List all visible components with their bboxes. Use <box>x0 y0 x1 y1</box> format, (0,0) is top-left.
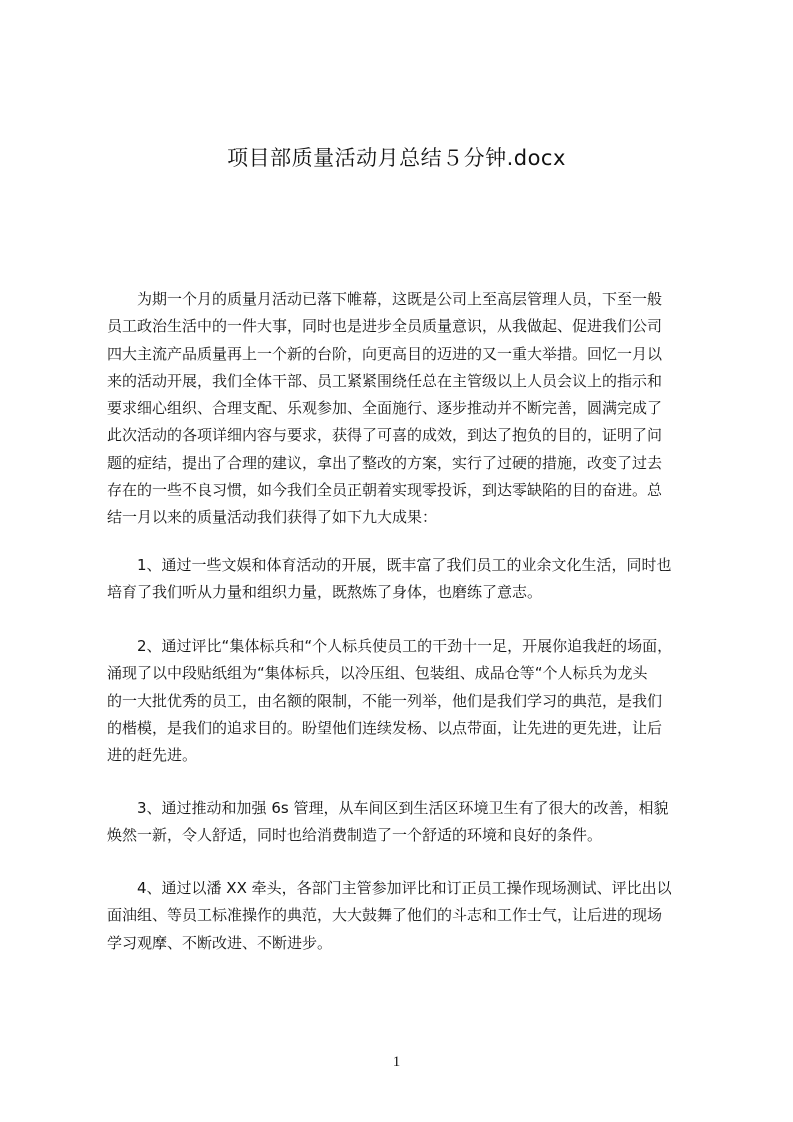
paragraph-item-4 <box>107 875 707 957</box>
text-line: 焕然一新，令人舒适，同时也给消费制造了一个舒适的环境和良好的条件。 <box>107 826 603 845</box>
text-line: 结一月以来的质量活动我们获得了如下九大成果： <box>107 508 438 527</box>
text-line: 的一大批优秀的员工，由名额的限制，不能一列举，他们是我们学习的典范，是我们 <box>107 691 663 710</box>
text-line: 学习观摩、不断改进、不断进步。 <box>107 933 333 952</box>
text-line: 要求细心组织、合理支配、乐观参加、全面施行、逐步推动并不断完善，圆满完成了 <box>107 399 663 418</box>
text-line: 2、通过评比“集体标兵和“个人标兵使员工的干劲十一足，开展你追我赶的场面， <box>107 637 673 655</box>
text-line: 四大主流产品质量再上一个新的台阶，向更高目的迈进的又一重大举措。回忆一月以 <box>107 344 663 363</box>
text-line: 员工政治生活中的一件大事，同时也是进步全员质量意识，从我做起、促进我们公司 <box>107 317 663 336</box>
text-line: 为期一个月的质量月活动已落下帷幕，这既是公司上至高层管理人员，下至一般 <box>107 290 663 308</box>
page-number: 1 <box>392 1054 401 1070</box>
text-line: 1、通过一些文娱和体育活动的开展，既丰富了我们员工的业余文化生活，同时也 <box>107 556 672 574</box>
text-line: 培育了我们听从力量和组织力量，既熬炼了身体，也磨练了意志。 <box>107 583 543 602</box>
paragraph-intro <box>107 286 707 532</box>
paragraph-item-2 <box>107 633 707 769</box>
text-line: 涌现了以中段贴纸组为“集体标兵，以冷压组、包装组、成品仓等“个人标兵为龙头 <box>107 664 648 683</box>
text-line: 的楷模，是我们的追求目的。盼望他们连续发杨、以点带面，让先进的更先进，让后 <box>107 718 663 737</box>
text-line: 来的活动开展，我们全体干部、员工紧紧围绕任总在主管级以上人员会议上的指示和 <box>107 371 663 390</box>
paragraph-item-3 <box>107 795 707 850</box>
text-line: 4、通过以潘 XX 牵头，各部门主管参加评比和订正员工操作现场测试、评比出以 <box>107 879 672 897</box>
text-line: 进的赶先进。 <box>107 746 198 765</box>
text-line: 存在的一些不良习惯，如今我们全员正朝着实现零投诉，到达零缺陷的目的奋进。总 <box>107 481 663 500</box>
paragraph-item-1 <box>107 552 707 607</box>
document-title: 项目部质量活动月总结５分钟.docx <box>227 146 566 170</box>
text-line: 面油组、等员工标准操作的典范，大大鼓舞了他们的斗志和工作士气，让后进的现场 <box>107 906 663 925</box>
text-line: 3、通过推动和加强 6s 管理，从车间区到生活区环境卫生有了很大的改善，相貌 <box>107 799 669 817</box>
text-line: 此次活动的各项详细内容与要求，获得了可喜的成效，到达了抱负的目的，证明了问 <box>107 426 663 445</box>
text-line: 题的症结，提出了合理的建议，拿出了整改的方案，实行了过硬的措施，改变了过去 <box>107 453 663 472</box>
